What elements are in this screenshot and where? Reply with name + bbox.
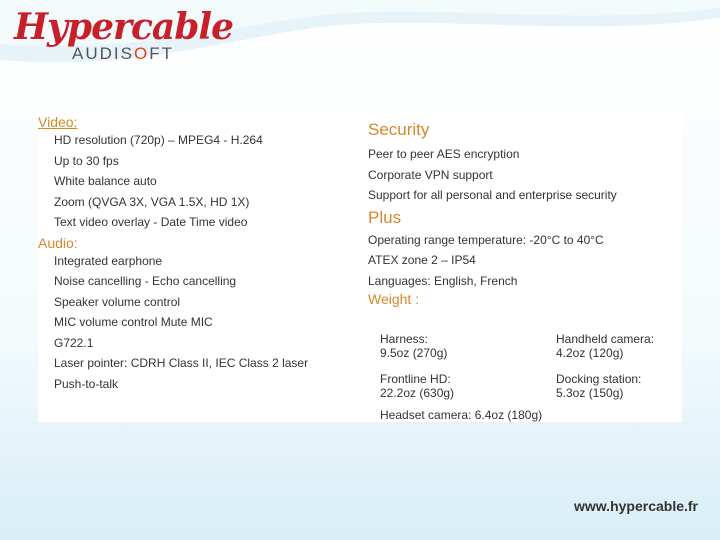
video-heading: Video: — [38, 114, 78, 130]
weight-entry-docking: Docking station: 5.3oz (150g) — [556, 372, 642, 400]
hypercable-logo — [14, 6, 233, 64]
video-item: HD resolution (720p) – MPEG4 - H.264 — [54, 133, 263, 147]
audio-item: G722.1 — [54, 335, 94, 350]
security-heading: Security — [368, 120, 430, 139]
audio-list — [38, 251, 353, 395]
video-item: Up to 30 fps — [54, 153, 119, 168]
audio-item: Integrated earphone — [54, 253, 163, 268]
plus-heading: Plus — [368, 207, 402, 227]
left-column — [38, 112, 353, 394]
security-item: Peer to peer AES encryption — [368, 147, 520, 161]
video-item: Text video overlay - Date Time video — [54, 215, 248, 229]
weight-entry-headset: Headset camera: 6.4oz (180g) — [380, 408, 543, 422]
weight-heading: Weight : — [368, 291, 420, 307]
audio-item: Push-to-talk — [54, 376, 119, 391]
audio-item: Speaker volume control — [54, 294, 181, 309]
video-item: White balance auto — [54, 174, 157, 188]
logo-wordmark: Hypercable — [14, 6, 233, 48]
audio-item: Laser pointer: CDRH Class II, IEC Class 2 laser — [54, 356, 309, 370]
security-item: Support for all personal and enterprise security — [368, 188, 617, 202]
plus-item: Languages: English, French — [368, 273, 518, 288]
audio-heading: Audio: — [38, 234, 78, 251]
video-list — [38, 130, 353, 233]
video-item: Zoom (QVGA 3X, VGA 1.5X, HD 1X) — [54, 194, 250, 209]
weight-entry-frontline: Frontline HD: 22.2oz (630g) — [380, 372, 455, 400]
audio-item: MIC volume control Mute MIC — [54, 315, 213, 329]
weight-entry-handheld: Handheld camera: 4.2oz (120g) — [556, 332, 655, 360]
plus-item: Operating range temperature: -20°C to 40°C — [368, 232, 604, 247]
security-item: Corporate VPN support — [368, 167, 493, 182]
right-column — [368, 112, 682, 307]
website-link[interactable]: www.hypercable.fr — [574, 498, 698, 514]
weight-entry-harness: Harness: 9.5oz (270g) — [380, 332, 448, 360]
logo-subtitle: AUDISOFT — [72, 44, 174, 63]
audio-item: Noise cancelling - Echo cancelling — [54, 274, 237, 288]
spec-panel — [38, 112, 682, 422]
plus-item: ATEX zone 2 – IP54 — [368, 253, 476, 267]
